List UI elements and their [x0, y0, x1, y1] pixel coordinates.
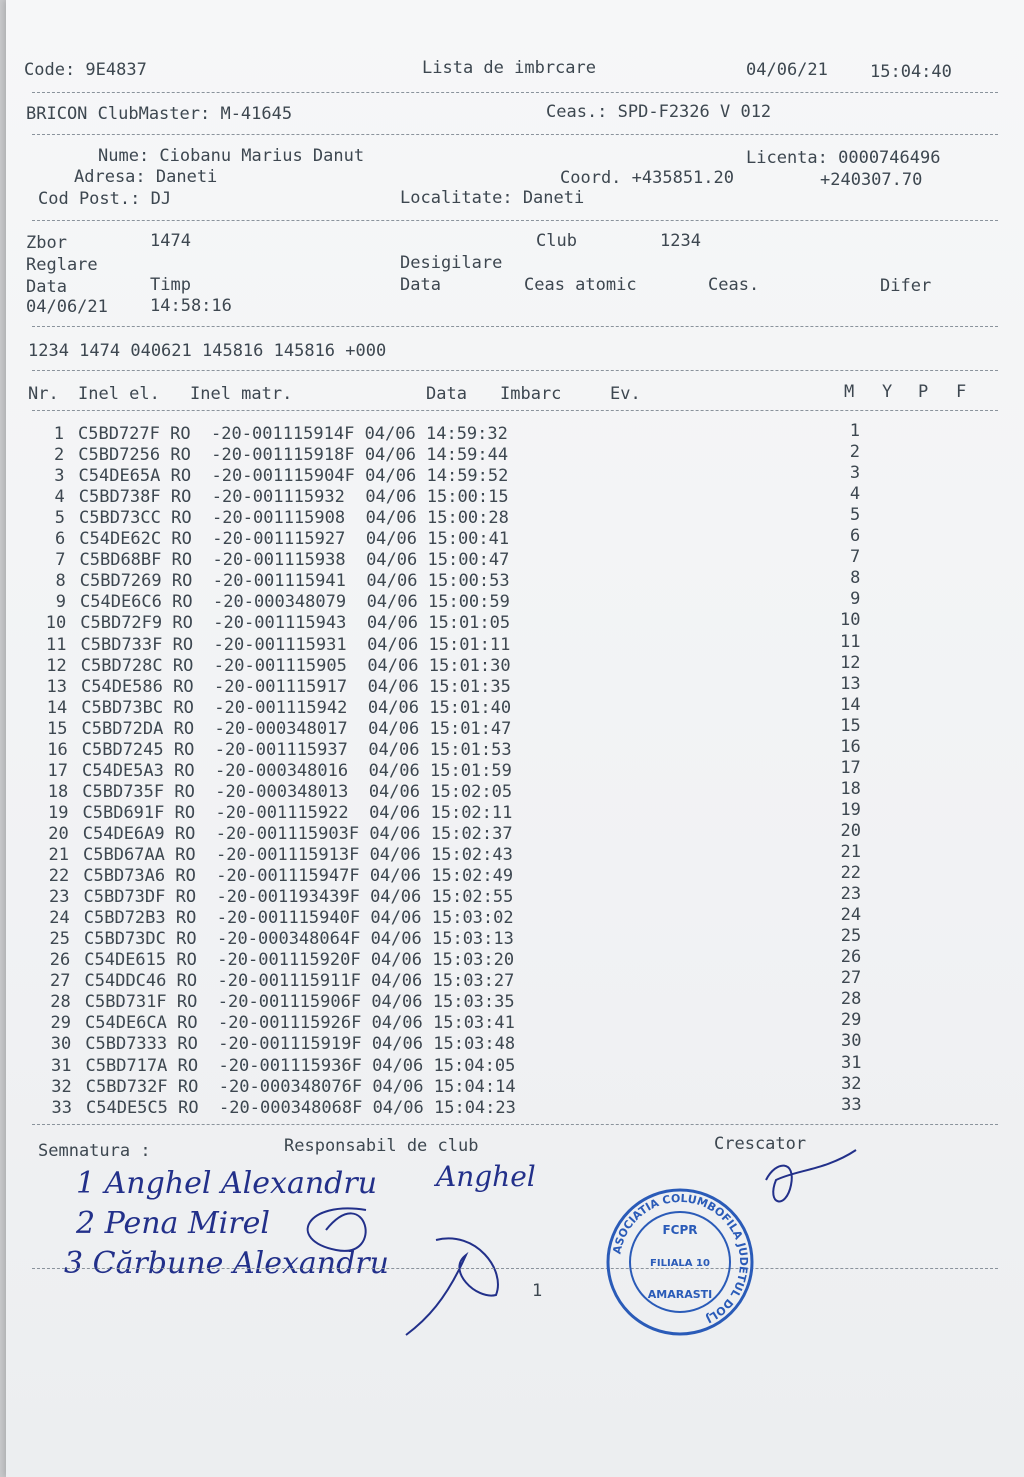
row-m-value: 15: [840, 715, 861, 736]
row-m-value: 18: [840, 778, 861, 799]
desigilare-label: Desigilare: [400, 253, 503, 273]
ceas-col-label: Ceas.: [708, 275, 760, 295]
responsabil-label: Responsabil de club: [284, 1136, 479, 1156]
table-row: C54DDC46 RO -20-001115911F 04/06 15:03:27: [84, 971, 515, 992]
coord-label: Coord. +435851.20: [560, 168, 734, 188]
row-number: 12: [46, 655, 67, 676]
svg-text:AMARASTI: AMARASTI: [647, 1288, 713, 1301]
row-number: 3: [54, 466, 65, 487]
reglare-time: 14:58:16: [150, 296, 232, 316]
zbor-value: 1474: [150, 231, 191, 251]
table-row: C54DE586 RO -20-001115917 04/06 15:01:35: [81, 676, 511, 697]
col-inel-el: Inel el.: [78, 384, 160, 404]
row-m-value: 1: [849, 421, 860, 441]
table-row: C5BD732F RO -20-000348076F 04/06 15:04:14: [85, 1076, 516, 1097]
reglare-label: Reglare: [26, 255, 98, 275]
table-row: C5BD73CC RO -20-001115908 04/06 15:00:28: [79, 508, 509, 529]
col-f: F: [956, 382, 967, 402]
table-row: C5BD72DA RO -20-000348017 04/06 15:01:47: [81, 718, 512, 739]
table-row: C5BD691F RO -20-001115922 04/06 15:02:11: [82, 802, 513, 823]
row-number: 32: [51, 1076, 72, 1097]
row-number: 5: [54, 508, 65, 529]
row-number: 15: [47, 718, 68, 739]
owner-address: Adresa: Daneti: [74, 167, 218, 187]
signature-strokes: [6, 0, 1024, 1477]
row-m-value: 13: [840, 673, 861, 694]
table-row: C5BD731F RO -20-001115906F 04/06 15:03:35: [84, 992, 515, 1013]
row-m-value: 23: [840, 884, 862, 905]
row-m-value: 28: [840, 989, 862, 1010]
table-row: C5BD727F RO -20-001115914F 04/06 14:59:32: [78, 424, 508, 444]
table-row: C54DE6C6 RO -20-000348079 04/06 15:00:59: [80, 592, 510, 613]
row-m-value: 21: [840, 842, 861, 862]
row-number: 20: [48, 823, 69, 844]
table-row: C5BD7269 RO -20-001115941 04/06 15:00:53: [79, 571, 510, 592]
row-m-value: 29: [840, 1010, 862, 1031]
ceas-label: Ceas.: SPD-F2326 V 012: [546, 102, 772, 122]
row-m-value: 2: [849, 442, 861, 463]
document-sheet: [6, 0, 1024, 1477]
svg-text:FILIALA 10: FILIALA 10: [650, 1258, 710, 1269]
table-row: C5BD73BC RO -20-001115942 04/06 15:01:40: [81, 697, 512, 718]
coord-value: +240307.70: [820, 170, 923, 190]
ceas-atomic-label: Ceas atomic: [524, 275, 637, 295]
table-row: C5BD7256 RO -20-001115918F 04/06 14:59:44: [78, 445, 509, 466]
row-m-value: 30: [840, 1031, 862, 1052]
col-nr: Nr.: [28, 384, 59, 404]
header-date: 04/06/21: [746, 60, 828, 80]
countersign: Anghel: [436, 1160, 536, 1193]
row-m-value: 6: [850, 526, 861, 547]
row-number: 2: [54, 445, 65, 466]
club-value: 1234: [660, 231, 701, 251]
svg-text:FCPR: FCPR: [662, 1223, 698, 1237]
table-row: C5BD72B3 RO -20-001115940F 04/06 15:03:02: [83, 908, 514, 929]
table-row: C54DE6CA RO -20-001115926F 04/06 15:03:41: [85, 1013, 515, 1034]
signature-3: 3 Cărbune Alexandru: [64, 1246, 389, 1281]
table-row: C54DE65A RO -20-001115904F 04/06 14:59:52: [78, 466, 509, 487]
row-number: 4: [54, 487, 65, 508]
table-row: C5BD738F RO -20-001115932 04/06 15:00:15: [78, 487, 509, 508]
row-m-value: 12: [840, 652, 861, 673]
row-number: 9: [55, 592, 66, 613]
flight-code-line: 1234 1474 040621 145816 145816 +000: [28, 341, 387, 361]
club-label: Club: [536, 231, 577, 251]
crescator-label: Crescator: [714, 1134, 807, 1154]
row-number: 17: [47, 760, 68, 781]
svg-text:ASOCIATIA COLUMBOFILA JUDETUL: ASOCIATIA COLUMBOFILA JUDETUL DOLJ: [610, 1191, 751, 1326]
row-number: 8: [55, 571, 66, 592]
col-m: M: [844, 382, 855, 402]
code-label: Code: 9E4837: [24, 60, 147, 80]
row-number: 29: [50, 1013, 71, 1034]
divider: [32, 1268, 998, 1269]
table-row: C5BD73DC RO -20-000348064F 04/06 15:03:13: [84, 929, 514, 950]
table-row: C54DE615 RO -20-001115920F 04/06 15:03:20: [84, 950, 515, 971]
row-m-value: 4: [849, 484, 861, 505]
row-number: 33: [51, 1097, 72, 1118]
row-number: 11: [46, 634, 67, 655]
table-row: C5BD68BF RO -20-001115938 04/06 15:00:47: [79, 550, 510, 571]
table-row: C54DE5C5 RO -20-000348068F 04/06 15:04:23: [86, 1097, 516, 1118]
page-number: 1: [532, 1281, 543, 1301]
table-row: C5BD67AA RO -20-001115913F 04/06 15:02:43: [83, 845, 513, 865]
licenta: Licenta: 0000746496: [746, 148, 941, 168]
row-m-value: 33: [841, 1094, 862, 1115]
row-number: 25: [49, 929, 70, 950]
data2-label: Data: [400, 275, 441, 295]
table-row: C5BD717A RO -20-001115936F 04/06 15:04:05: [85, 1055, 516, 1076]
row-m-value: 3: [849, 463, 861, 484]
row-m-value: 25: [840, 926, 862, 947]
row-number: 26: [49, 950, 71, 971]
reglare-date: 04/06/21: [26, 297, 108, 317]
signature-2: 2 Pena Mirel: [76, 1206, 270, 1241]
table-row: C5BD7245 RO -20-001115937 04/06 15:01:53: [81, 739, 512, 760]
row-m-value: 24: [840, 905, 862, 926]
row-number: 6: [55, 529, 66, 550]
row-number: 7: [55, 550, 66, 571]
col-imbarc: Imbarc: [500, 384, 562, 404]
row-m-value: 5: [849, 505, 861, 526]
table-row: C54DE6A9 RO -20-001115903F 04/06 15:02:37: [82, 823, 513, 844]
row-number: 21: [48, 845, 69, 865]
signature-1: 1 Anghel Alexandru: [76, 1166, 378, 1201]
row-number: 31: [51, 1055, 72, 1076]
semnatura-label: Semnatura :: [38, 1141, 151, 1161]
row-number: 24: [49, 908, 70, 929]
col-y: Y: [882, 382, 893, 402]
owner-name: Nume: Ciobanu Marius Danut: [98, 146, 365, 166]
row-m-value: 22: [840, 863, 862, 884]
row-number: 13: [46, 676, 67, 697]
row-number: 27: [50, 971, 71, 992]
row-m-value: 16: [840, 736, 861, 757]
row-number: 28: [50, 992, 71, 1013]
col-inel-matr: Inel matr.: [190, 384, 293, 404]
row-m-value: 7: [850, 547, 861, 568]
row-number: 18: [47, 781, 69, 802]
col-ev: Ev.: [610, 384, 641, 404]
col-data: Data: [426, 384, 467, 404]
row-m-value: 14: [840, 694, 861, 715]
row-number: 16: [47, 739, 68, 760]
difer-label: Difer: [880, 276, 932, 296]
row-m-value: 26: [840, 947, 862, 968]
table-row: C5BD73A6 RO -20-001115947F 04/06 15:02:49: [83, 866, 514, 887]
row-number: 30: [50, 1034, 72, 1055]
col-p: P: [918, 382, 929, 402]
row-number: 19: [48, 802, 69, 823]
table-row: C5BD7333 RO -20-001115919F 04/06 15:03:48: [85, 1034, 516, 1055]
header-time: 15:04:40: [870, 62, 952, 82]
localitate: Localitate: Daneti: [400, 188, 585, 208]
zbor-label: Zbor: [26, 233, 67, 253]
table-row: C5BD72F9 RO -20-001115943 04/06 15:01:05: [80, 613, 511, 634]
row-m-value: 10: [839, 610, 861, 631]
table-row: C5BD735F RO -20-000348013 04/06 15:02:05: [82, 781, 513, 802]
club-stamp: [604, 1186, 756, 1338]
row-m-value: 27: [840, 968, 862, 989]
postal-code: Cod Post.: DJ: [38, 189, 172, 209]
row-m-value: 8: [850, 568, 861, 589]
table-row: C54DE5A3 RO -20-000348016 04/06 15:01:59: [82, 760, 512, 781]
row-number: 10: [45, 613, 67, 634]
row-m-value: 31: [841, 1052, 862, 1073]
data-label: Data: [26, 277, 67, 297]
row-m-value: 20: [840, 820, 861, 841]
table-row: C5BD733F RO -20-001115931 04/06 15:01:11: [80, 634, 511, 655]
timp-label: Timp: [150, 275, 191, 295]
row-m-value: 9: [850, 589, 861, 610]
row-m-value: 17: [840, 757, 861, 778]
row-m-value: 19: [840, 799, 861, 820]
document-title: Lista de imbrcare: [422, 58, 596, 78]
row-number: 22: [48, 866, 70, 887]
row-number: 1: [53, 424, 64, 444]
table-row: C5BD728C RO -20-001115905 04/06 15:01:30: [80, 655, 511, 676]
table-row: C54DE62C RO -20-001115927 04/06 15:00:41: [79, 529, 510, 550]
row-m-value: 32: [841, 1073, 862, 1094]
row-number: 14: [46, 697, 68, 718]
clubmaster-label: BRICON ClubMaster: M-41645: [26, 104, 293, 124]
row-number: 23: [49, 887, 70, 908]
row-m-value: 11: [840, 631, 861, 652]
table-row: C5BD73DF RO -20-001193439F 04/06 15:02:55: [83, 887, 514, 908]
